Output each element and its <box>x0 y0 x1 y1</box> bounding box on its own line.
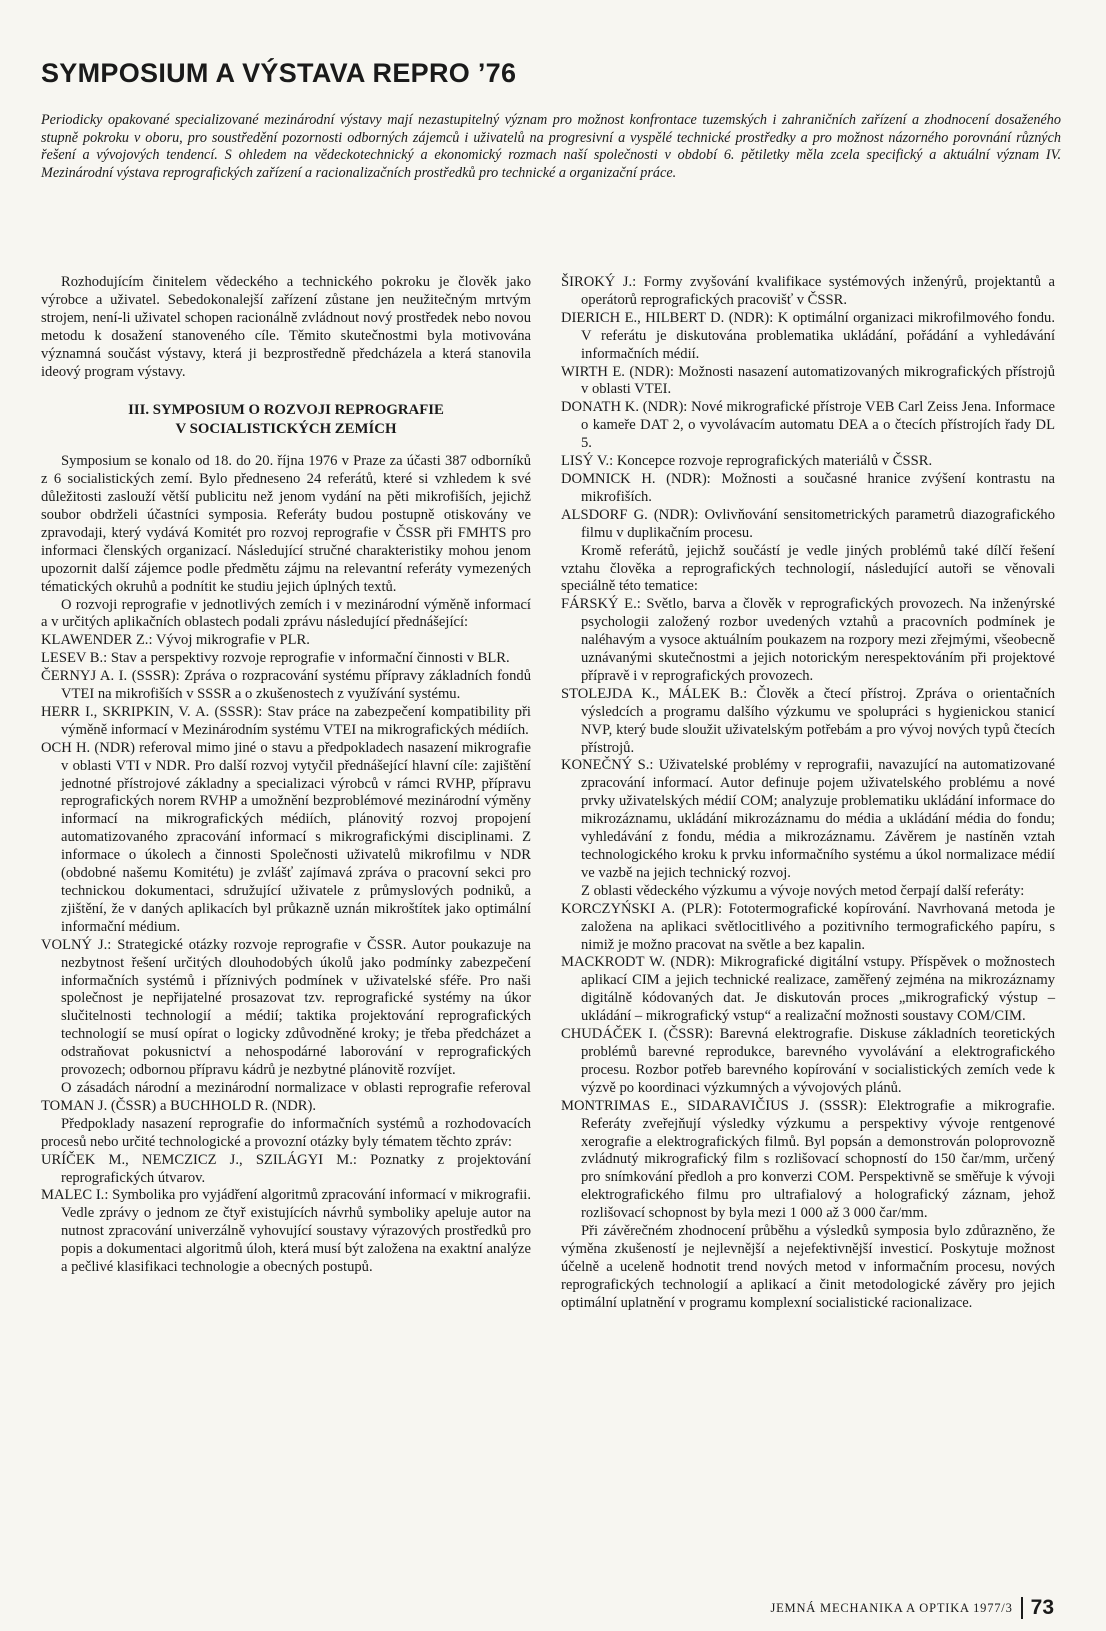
reference-entry: ŠIROKÝ J.: Formy zvyšování kvalifikace systémových inženýrů, projektantů a operátorů reprografických pracovišť v ČSSR. <box>561 274 1055 308</box>
reference-entry: LISÝ V.: Koncepce rozvoje reprografických materiálů v ČSSR. <box>561 453 933 470</box>
reference-entry: OCH H. (NDR) referoval mimo jiné o stavu a předpokladech nasazení mikrografie v oblasti VTI v NDR. Pro další rozvoj vytyčil přednášející hlavní cíle: zajištění jednotné přístrojové základny a specializaci výrobců v rámci RVHP, přípravu reprografických norem RVHP a umožnění bezproblémové mezinárodní výměny informací na mikrografických médiích, plánovitý rozvoj propojení automatizovaného zpracování informací s mikrografickými disciplinami. Z informace o úkolech a činnosti Společnosti uživatelů mikrofilmu v NDR (obdobné našemu Komitétu) je zvlášť zajímavá zpráva o pracovní sekci pro technickou dokumentaci, sdružující uživatele z průmyslových podniků, a zjištění, že v daných aplikacích byl průkazně uznán mikroštítek jako optimální informační médium. <box>41 739 531 935</box>
body-paragraph: Při závěrečném zhodnocení průběhu a výsledků symposia bylo zdůrazněno, že výměna zkušeností je nejlevnější a nejefektivnější investicí. Poskytuje možnost účelně a uceleně hodnotit trend nových metod v informačním procesu, nových reprografických technologií a aplikací a činit metodologické závěry pro jejich optimální uplatnění v programu komplexní socialistické racionalizace. <box>561 1223 1055 1311</box>
intro-paragraph: Rozhodujícím činitelem vědeckého a technického pokroku je člověk jako výrobce a uživatel. Sebedokonalejší zařízení zůstane jen neužitečným mrtvým strojem, není-li uživatel schopen racionálně zvládnout nový prostředek nebo novou metodu k dosažení stanoveného cíle. Těmito skutečnostmi byla motivována významná součást výstavy, která ji bezprostředně předcházela a která stanovila ideový program výstavy. <box>41 274 531 380</box>
reference-entry: MALEC I.: Symbolika pro vyjádření algoritmů zpracování informací v mikrografii. Vedle zprávy o jednom ze čtyř existujících návrhů symboliky apeluje autor na nutnost zpracování univerzálně vyhovující soustavy výrazových prostředků pro popis a dokumentaci algoritmů úloh, která musí být založena na exaktní analýze a pečlivé klasifikaci technologie a obecných postupů. <box>41 1187 531 1276</box>
section-heading-line2: V SOCIALISTICKÝCH ZEMÍCH <box>175 420 397 437</box>
footer-divider <box>1021 1597 1023 1619</box>
body-paragraph: O rozvoji reprografie v jednotlivých zemích i v mezinárodní výměně informací a v určitých aplikačních oblastech podali zprávu následující přednášející: <box>41 596 531 631</box>
reference-entry: DIERICH E., HILBERT D. (NDR): K optimální organizaci mikrofilmového fondu. V referátu je diskutována problematika ukládání, pořádání a vyhledávání informačních médií. <box>561 309 1055 362</box>
reference-entry: HERR I., SKRIPKIN, V. A. (SSSR): Stav práce na zabezpečení kompatibility při výměně informací v Mezinárodním systému VTEI na mikrografických médiích. <box>41 703 531 738</box>
reference-entry: LESEV B.: Stav a perspektivy rozvoje reprografie v informační činnosti v BLR. <box>41 650 510 667</box>
body-paragraph: O zásadách národní a mezinárodní normalizace v oblasti reprografie referoval TOMAN J. (ČSSR) a BUCHHOLD R. (NDR). <box>41 1079 531 1114</box>
reference-entry: KLAWENDER Z.: Vývoj mikrografie v PLR. <box>41 632 310 649</box>
left-column <box>41 274 531 1277</box>
section-heading <box>41 401 531 438</box>
right-column <box>561 274 1055 1313</box>
article-lead: Periodicky opakované specializované mezinárodní výstavy mají nezastupitelný význam pro možnost konfrontace tuzemských i zahraničních zařízení a zhodnocení dosaženého stupně pokroku v oboru, pro soustředění pozornosti odborných zájemců i uživatelů na progresivní a vyspělé technické prostředky a pro možnost názorného porovnání různých řešení a vývojových tendencí. S ohledem na vědeckotechnický a ekonomický rozmach naší společnosti v období 6. pětiletky měla zcela specifický a aktuální význam IV. Mezinárodní výstava reprografických zařízení a racionalizačních prostředků pro technické a organizační práce. <box>41 112 1061 181</box>
journal-name: JEMNÁ MECHANIKA A OPTIKA 1977/3 <box>770 1600 1013 1615</box>
reference-entry: KONEČNÝ S.: Uživatelské problémy v reprografii, navazující na automatizované zpracování informací. Autor definuje pojem uživatelského problému a nové prvky uživatelských médií COM; analyzuje problematiku ukládání informace do mikrozáznamu, ukládání mikrozáznamu do média a ukládání média do fondu; vyhledávání z fondu, média a mikrozáznamu. Závěrem je nastíněn vztah technologického kroku k prvku informačního systému a úkol normalizace médií ve vazbě na jejich technický rozvoj. <box>561 757 1055 881</box>
reference-entry: WIRTH E. (NDR): Možnosti nasazení automatizovaných mikrografických přístrojů v oblasti VTEI. <box>561 363 1055 398</box>
body-paragraph: Symposium se konalo od 18. do 20. října 1976 v Praze za účasti 387 odborníků z 6 socialistických zemí. Bylo předneseno 24 referátů, které si vzhledem k své důležitosti zaslouží větší publicitu než jenom vydání na pěti mikrofiších, jejichž soubor obdrželi účastníci symposia. Referáty budou postupně otiskovány ve zpravodaji, který vydává Komitét pro rozvoj reprografie v ČSSR při FMHTS pro informaci členských organizací. Následující stručné charakteristiky mohou jenom upozornit další zájemce podle předmětu zájmu na relevantní referáty vymezených tématických okruhů a podnítit ke studiu jejich úplných textů. <box>41 453 531 595</box>
reference-entry: ALSDORF G. (NDR): Ovlivňování sensitometrických parametrů diazografického filmu v duplikačním procesu. <box>561 506 1055 541</box>
reference-entry: CHUDÁČEK I. (ČSSR): Barevná elektrografie. Diskuse základních teoretických problémů barevné reprodukce, barevného vyvolávání a elektrografického procesu. Rozbor potřeb barevného kopírování v socialistických zemích vede k výzvě po koordinaci výzkumných a vývojových plánů. <box>561 1026 1055 1096</box>
section-heading-line1: III. SYMPOSIUM O ROZVOJI REPROGRAFIE <box>128 402 444 419</box>
reference-entry: DOMNICK H. (NDR): Možnosti a současné hranice zvýšení kontrastu na mikrofiších. <box>561 470 1055 505</box>
reference-entry: MONTRIMAS E., SIDARAVIČIUS J. (SSSR): Elektrografie a mikrografie. Referáty zveřejňují výsledky výzkumu a perspektivy vývoje rentgenové xerografie a elektrografických filmů. Byl popsán a demonstrován poloprovozně zvládnutý mikrografický film s rozlišovací schopností do 150 čar/mm, určený pro snímkování předloh a pro konverzi COM. Perspektivně se směřuje k vývoji elektrografického filmu pro ultrafialový a holografický záznam, jehož rozlišovací schopnost by byla mezi 1 000 až 3 000 čar/mm. <box>561 1097 1055 1222</box>
reference-entry: DONATH K. (NDR): Nové mikrografické přístroje VEB Carl Zeiss Jena. Informace o kameře DAT 2, o vyvolávacím automatu DEA a o čtecích přístrojích řady DL 5. <box>561 399 1055 452</box>
reference-entry: KORCZYŃSKI A. (PLR): Fototermografické kopírování. Navrhovaná metoda je založena na aplikaci světlocitlivého a pozitivního termografického papíru, s nimiž je možno pracovat na světle a bez kapalin. <box>561 900 1055 953</box>
body-paragraph: Z oblasti vědeckého výzkumu a vývoje nových metod čerpají další referáty: <box>581 882 1025 899</box>
page-number: 73 <box>1030 1596 1054 1619</box>
body-paragraph: Kromě referátů, jejichž součástí je vedle jiných problémů také dílčí řešení vztahu člověka a reprografických technologií, následující autoři se věnovali speciálně této tematice: <box>561 542 1055 595</box>
reference-entry: FÁRSKÝ E.: Světlo, barva a člověk v reprografických provozech. Na inženýrské psychologii založený rozbor uvedených vztahů a pracovních podmínek je naléhavým a vysoce aktuálním poukazem na rozpory mezi zřejmými, všeobecně uznávanými skutečnostmi a jejich notorickým nerespektováním při projektové přípravě i v reprografických provozech. <box>561 596 1055 684</box>
article-title: SYMPOSIUM A VÝSTAVA REPRO ’76 <box>41 58 517 88</box>
reference-entry: MACKRODT W. (NDR): Mikrografické digitální vstupy. Příspěvek o možnostech aplikací CIM a jejich technické realizace, zaměřený zejména na mikrozáznamy digitálně kódovaných dat. Je diskutován proces „mikrografický výstup – ukládání – mikrografický vstup“ a realizační možnosti soustavy COM/CIM. <box>561 954 1055 1025</box>
reference-entry: VOLNÝ J.: Strategické otázky rozvoje reprografie v ČSSR. Autor poukazuje na nezbytnost řešení určitých dlouhodobých úkolů jako podmínky zabezpečení informačních systémů i příznivých podmínek v uživatelské sféře. Pro naši společnost je nepřijatelné prosazovat tzv. reprografické systémy na úkor slučitelnosti technologií a médií; taktika projektování reprografických technologií se musí opírat o logicky zdůvodněné kroky; je třeba předcházet a odstraňovat pokusnictví a nehospodárné laborování v reprografických provozech; odbornou přípravu kádrů je nezbytné plánovitě rozvíjet. <box>41 936 531 1079</box>
reference-entry: ČERNYJ A. I. (SSSR): Zpráva o rozpracování systému přípravy základních fondů VTEI na mikrofiších v SSSR a o zkušenostech z využívání systému. <box>41 668 531 703</box>
page-footer <box>770 1596 1054 1620</box>
reference-entry: URÍČEK M., NEMCZICZ J., SZILÁGYI M.: Poznatky z projektování reprografických útvarov. <box>41 1151 531 1186</box>
body-paragraph: Předpoklady nasazení reprografie do informačních systémů a rozhodovacích procesů nebo určité technologické a provozní otázky byly tématem těchto zpráv: <box>41 1115 531 1150</box>
reference-entry: STOLEJDA K., MÁLEK B.: Člověk a čtecí přístroj. Zpráva o orientačních výsledcích a programu dalšího výzkumu ve spolupráci s hygienickou stanicí NVP, který bude sloužit uživatelským potřebám a pro vývoj nových typů čtecích přístrojů. <box>561 685 1055 756</box>
